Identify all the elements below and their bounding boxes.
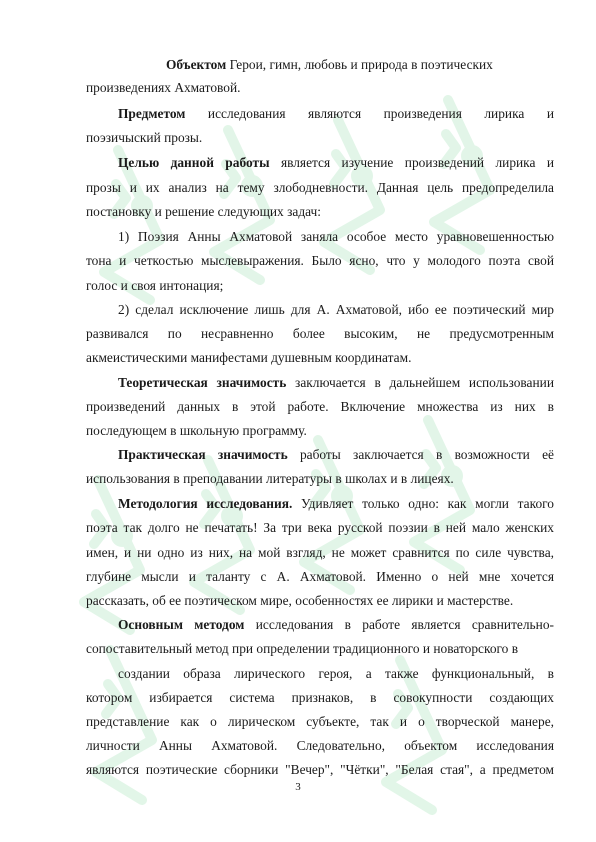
paragraph-line: являются поэтические сборники "Вечер", "Чётки", "Белая стая", а предметом xyxy=(86,762,554,777)
page-number: 3 xyxy=(295,781,301,793)
paragraph-line: Основным методом исследования в работе является сравнительно- xyxy=(118,617,554,632)
term-main-method: Основным методом xyxy=(118,617,245,632)
paragraph-line: рассказать, об ее поэтическом мире, особенностях ее лирики и мастерстве. xyxy=(86,593,514,608)
paragraph-line: тона и четкостью мыслевыражения. Было ясно, что у молодого поэта свой xyxy=(86,253,554,268)
paragraph-line: акмеистическими манифестами душевным координатам. xyxy=(86,350,412,365)
paragraph-line: имен, и ни одно из них, на мой взгляд, не может сравнится по силе чувства, xyxy=(86,545,554,560)
paragraph-line: глубине мысли и таланту с А. Ахматовой. Именно о ней мне хочется xyxy=(86,569,554,584)
paragraph-line: произведениях Ахматовой. xyxy=(86,80,241,95)
paragraph-line: Предметом исследования являются произведения лирика и xyxy=(118,106,554,121)
term-goal: Целью данной работы xyxy=(118,155,270,170)
term-practical: Практическая значимость xyxy=(118,447,288,462)
paragraph-line: котором избирается система признаков, в совокупности создающих xyxy=(86,690,554,705)
term-object: Объектом xyxy=(166,57,227,72)
term-theoretical: Теоретическая значимость xyxy=(118,375,287,390)
paragraph-line: развивался по несравненно более высоким, не предусмотренным xyxy=(86,326,554,341)
paragraph-line: использования в преподавании литературы в школах и в лицеях. xyxy=(86,471,454,486)
paragraph-line: последующем в школьную программу. xyxy=(86,423,307,438)
paragraph-line: Практическая значимость работы заключается в возможности её xyxy=(118,447,554,462)
paragraph-line: 2) сделал исключение лишь для А. Ахматовой, ибо ее поэтический мир xyxy=(118,302,554,317)
term-subject: Предметом xyxy=(118,106,186,121)
paragraph-line: произведений данных в этой работе. Включение множества из них в xyxy=(86,399,554,414)
paragraph-line: создании образа лирического героя, а также функциональный, в xyxy=(118,666,554,681)
paragraph-line: прозы и их анализ на тему злободневности. Данная цель предопределила xyxy=(86,180,554,195)
paragraph-line: Объектом Герои, гимн, любовь и природа в поэтических xyxy=(166,57,493,72)
paragraph-line: поэзичыский прозы. xyxy=(86,130,203,145)
paragraph-line: Методология исследования. Удивляет только одно: как могли такого xyxy=(118,496,554,511)
paragraph-line: поэта так долго не печатать! За три века русской поэзии в ней мало женских xyxy=(86,520,554,535)
term-methodology: Методология исследования. xyxy=(118,496,293,511)
paragraph-line: представление как о лирическом субъекте, так и о творческой манере, xyxy=(86,714,554,729)
paragraph-line: постановку и решение следующих задач: xyxy=(86,204,322,219)
paragraph-line: голос и своя интонация; xyxy=(86,278,224,293)
paragraph-line: Целью данной работы является изучение произведений лирика и xyxy=(118,155,555,170)
paragraph-line: 1) Поэзия Анны Ахматовой заняла особое место уравновешенностью xyxy=(118,229,554,244)
paragraph-line: личности Анны Ахматовой. Следовательно, объектом исследования xyxy=(86,738,554,753)
paragraph-line: Теоретическая значимость заключается в дальнейшем использовании xyxy=(118,375,554,390)
paragraph-line: сопоставительный метод при определении традиционного и новаторского в xyxy=(86,641,519,656)
